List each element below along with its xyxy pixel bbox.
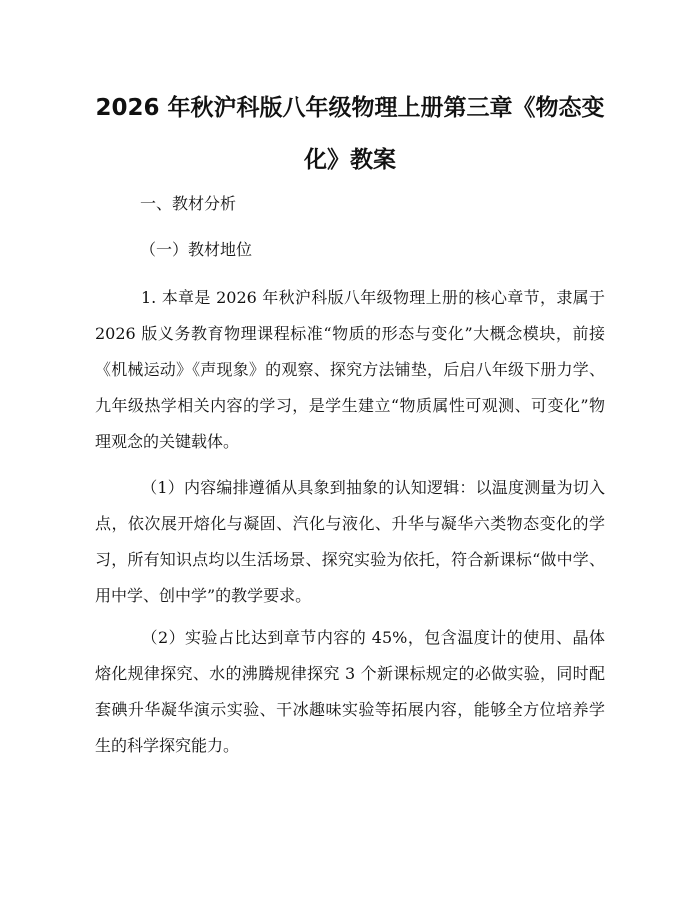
paragraph-3-text: （2）实验占比达到章节内容的 45%，包含温度计的使用、晶体熔化规律探究、水的沸腾规律探究 3 个新课标规定的必做实验，同时配套碘升华凝华演示实验、干冰趣味实验等拓展内容，能够全方位培养学生的科学探究能力。 [95, 628, 605, 755]
paragraph-1-text: 1. 本章是 2026 年秋沪科版八年级物理上册的核心章节，隶属于 2026 版义务教育物理课程标准“物质的形态与变化”大概念模块，前接《机械运动》《声现象》的观察、探究方法铺垫，后启八年级下册力学、九年级热学相关内容的学习，是学生建立“物质属性可观测、可变化”物理观念的关键载体。 [95, 288, 605, 451]
paragraph-3 [95, 620, 605, 764]
document-title: 2026 年秋沪科版八年级物理上册第三章《物态变化》教案 [95, 95, 605, 173]
paragraph-2-text: （1）内容编排遵循从具象到抽象的认知逻辑：以温度测量为切入点，依次展开熔化与凝固、汽化与液化、升华与凝华六类物态变化的学习，所有知识点均以生活场景、探究实验为依托，符合新课标“做中学、用中学、创中学”的教学要求。 [95, 478, 605, 605]
paragraph-1 [95, 280, 605, 460]
section-heading: 一、教材分析 [140, 194, 237, 213]
subsection-heading: （一）教材地位 [140, 240, 253, 259]
paragraph-2 [95, 470, 605, 614]
